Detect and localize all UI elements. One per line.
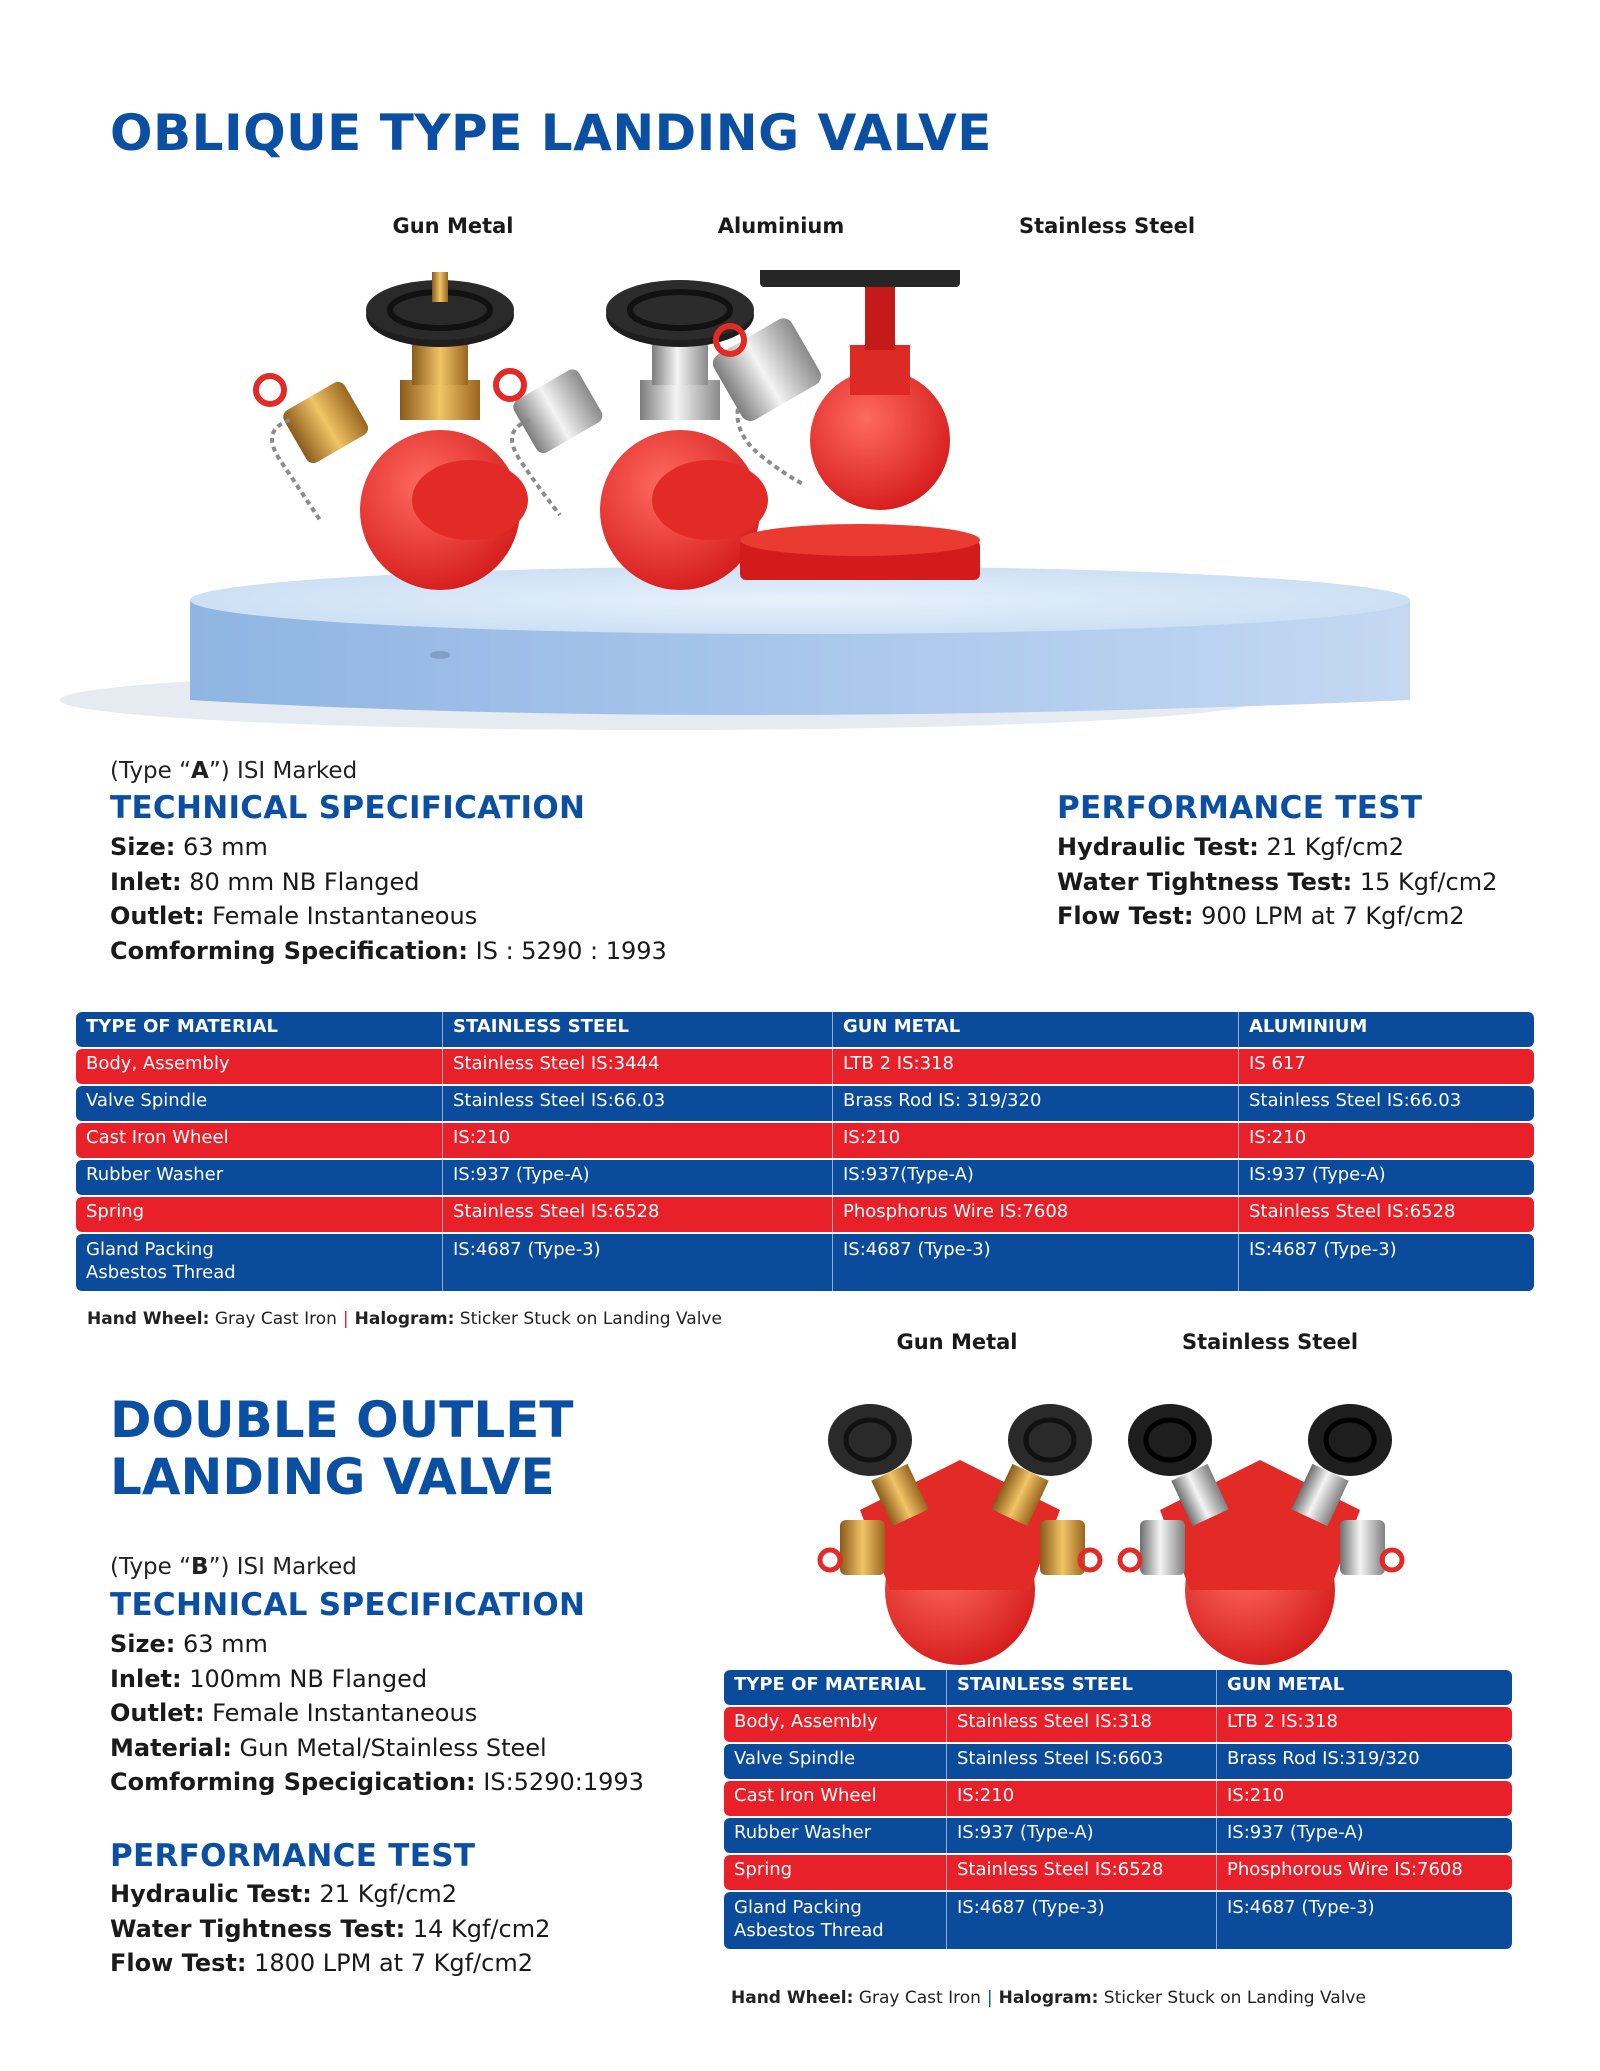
technical-specification-heading: TECHNICAL SPECIFICATION bbox=[110, 790, 586, 826]
table-cell: IS:4687 (Type-3) bbox=[946, 1892, 1216, 1949]
spec-size: Size: 63 mm bbox=[110, 833, 268, 861]
table-cell: Stainless Steel IS:6528 bbox=[1238, 1197, 1534, 1232]
table-cell: Cast Iron Wheel bbox=[724, 1781, 946, 1816]
table-cell: Spring bbox=[76, 1197, 442, 1232]
table-cell: Brass Rod IS:319/320 bbox=[1216, 1744, 1512, 1779]
table-cell: Stainless Steel IS:6603 bbox=[946, 1744, 1216, 1779]
table-cell: Gland Packing Asbestos Thread bbox=[724, 1892, 946, 1949]
spec-size: Size: 63 mm bbox=[110, 1630, 268, 1658]
technical-specification-list bbox=[110, 830, 667, 968]
table-cell: IS:937 (Type-A) bbox=[442, 1160, 832, 1195]
table-cell: IS:937(Type-A) bbox=[832, 1160, 1238, 1195]
perf-water-tightness: Water Tightness Test: 15 Kgf/cm2 bbox=[1057, 867, 1498, 896]
performance-test-list bbox=[1057, 830, 1497, 934]
table-header: ALUMINIUM bbox=[1238, 1012, 1534, 1047]
spec-conforming: Comforming Specigication: IS:5290:1993 bbox=[110, 1768, 644, 1796]
table-header: TYPE OF MATERIAL bbox=[724, 1670, 946, 1705]
table-cell: IS:4687 (Type-3) bbox=[832, 1234, 1238, 1291]
table-cell: Valve Spindle bbox=[76, 1086, 442, 1121]
table-cell: IS:4687 (Type-3) bbox=[1216, 1892, 1512, 1949]
technical-specification-list-2 bbox=[110, 1627, 644, 1800]
perf-hydraulic: Hydraulic Test: 21 Kgf/cm2 bbox=[110, 1880, 458, 1908]
product-label-gun-metal-double: Gun Metal bbox=[896, 1330, 1018, 1354]
table-cell: Brass Rod IS: 319/320 bbox=[832, 1086, 1238, 1121]
technical-specification-heading-2: TECHNICAL SPECIFICATION bbox=[110, 1587, 586, 1623]
table-header: GUN METAL bbox=[832, 1012, 1238, 1047]
perf-flow: Flow Test: 900 LPM at 7 Kgf/cm2 bbox=[1057, 902, 1465, 930]
table-cell: Stainless Steel IS:3444 bbox=[442, 1049, 832, 1084]
type-a-label: (Type “A”) ISI Marked bbox=[110, 758, 358, 784]
product-label-stainless-steel: Stainless Steel bbox=[1018, 214, 1196, 238]
table-cell: Stainless Steel IS:318 bbox=[946, 1707, 1216, 1742]
product-label-aluminium: Aluminium bbox=[717, 214, 845, 238]
table-cell: Stainless Steel IS:66.03 bbox=[1238, 1086, 1534, 1121]
table-cell: Rubber Washer bbox=[724, 1818, 946, 1853]
table-header-row bbox=[76, 1012, 1534, 1047]
table-row bbox=[76, 1160, 1534, 1195]
table-row bbox=[76, 1234, 1534, 1291]
table-cell: Cast Iron Wheel bbox=[76, 1123, 442, 1158]
table-cell: IS:4687 (Type-3) bbox=[442, 1234, 832, 1291]
double-outlet-valve-title: DOUBLE OUTLET LANDING VALVE bbox=[110, 1391, 574, 1506]
perf-water-tightness: Water Tightness Test: 14 Kgf/cm2 bbox=[110, 1914, 551, 1943]
table-cell: Stainless Steel IS:6528 bbox=[442, 1197, 832, 1232]
oblique-valves-photo bbox=[40, 270, 1440, 740]
table-row bbox=[724, 1855, 1512, 1890]
spec-outlet: Outlet: Female Instantaneous bbox=[110, 1699, 478, 1727]
performance-test-heading: PERFORMANCE TEST bbox=[1057, 790, 1423, 826]
table-row bbox=[76, 1086, 1534, 1121]
table-cell: Stainless Steel IS:66.03 bbox=[442, 1086, 832, 1121]
double-outlet-footnote: Hand Wheel: Gray Cast Iron | Halogram: Sticker Stuck on Landing Valve bbox=[731, 1988, 1366, 2008]
table-cell: IS:937 (Type-A) bbox=[1238, 1160, 1534, 1195]
table-row bbox=[724, 1892, 1512, 1949]
spec-outlet: Outlet: Female Instantaneous bbox=[110, 902, 478, 930]
oblique-footnote: Hand Wheel: Gray Cast Iron | Halogram: Sticker Stuck on Landing Valve bbox=[87, 1309, 722, 1329]
table-cell: Stainless Steel IS:6528 bbox=[946, 1855, 1216, 1890]
table-row bbox=[724, 1744, 1512, 1779]
oblique-valve-title: OBLIQUE TYPE LANDING VALVE bbox=[110, 104, 992, 162]
table-row bbox=[76, 1123, 1534, 1158]
table-cell: Body, Assembly bbox=[724, 1707, 946, 1742]
spec-conforming: Comforming Specification: IS : 5290 : 1993 bbox=[110, 936, 667, 965]
table-row bbox=[724, 1818, 1512, 1853]
table-cell: IS:210 bbox=[442, 1123, 832, 1158]
table-header: STAINLESS STEEL bbox=[946, 1670, 1216, 1705]
table-cell: Phosphorous Wire IS:7608 bbox=[1216, 1855, 1512, 1890]
table-cell: Spring bbox=[724, 1855, 946, 1890]
table-header: STAINLESS STEEL bbox=[442, 1012, 832, 1047]
double-outlet-valves-photo bbox=[800, 1370, 1420, 1670]
table-row bbox=[76, 1197, 1534, 1232]
product-label-gun-metal: Gun Metal bbox=[392, 214, 514, 238]
double-outlet-material-table bbox=[724, 1668, 1512, 1951]
table-row bbox=[724, 1781, 1512, 1816]
table-cell: IS 617 bbox=[1238, 1049, 1534, 1084]
perf-hydraulic: Hydraulic Test: 21 Kgf/cm2 bbox=[1057, 833, 1405, 861]
table-header: GUN METAL bbox=[1216, 1670, 1512, 1705]
table-cell: IS:937 (Type-A) bbox=[1216, 1818, 1512, 1853]
table-cell: LTB 2 IS:318 bbox=[1216, 1707, 1512, 1742]
table-cell: IS:4687 (Type-3) bbox=[1238, 1234, 1534, 1291]
table-header: TYPE OF MATERIAL bbox=[76, 1012, 442, 1047]
table-row bbox=[76, 1049, 1534, 1084]
oblique-material-table bbox=[76, 1010, 1534, 1293]
table-cell: Valve Spindle bbox=[724, 1744, 946, 1779]
performance-test-heading-2: PERFORMANCE TEST bbox=[110, 1838, 476, 1874]
spec-inlet: Inlet: 100mm NB Flanged bbox=[110, 1664, 428, 1693]
performance-test-list-2 bbox=[110, 1877, 550, 1981]
table-row bbox=[724, 1707, 1512, 1742]
table-cell: LTB 2 IS:318 bbox=[832, 1049, 1238, 1084]
table-cell: IS:210 bbox=[1238, 1123, 1534, 1158]
table-cell: Body, Assembly bbox=[76, 1049, 442, 1084]
table-cell: IS:210 bbox=[1216, 1781, 1512, 1816]
table-header-row bbox=[724, 1670, 1512, 1705]
spec-material: Material: Gun Metal/Stainless Steel bbox=[110, 1733, 547, 1762]
table-cell: Phosphorus Wire IS:7608 bbox=[832, 1197, 1238, 1232]
table-cell: IS:210 bbox=[946, 1781, 1216, 1816]
table-cell: Rubber Washer bbox=[76, 1160, 442, 1195]
table-cell: IS:210 bbox=[832, 1123, 1238, 1158]
table-cell: IS:937 (Type-A) bbox=[946, 1818, 1216, 1853]
product-label-stainless-steel-double: Stainless Steel bbox=[1181, 1330, 1359, 1354]
table-cell: Gland Packing Asbestos Thread bbox=[76, 1234, 442, 1291]
spec-inlet: Inlet: 80 mm NB Flanged bbox=[110, 867, 420, 896]
type-b-label: (Type “B”) ISI Marked bbox=[110, 1554, 357, 1580]
perf-flow: Flow Test: 1800 LPM at 7 Kgf/cm2 bbox=[110, 1949, 533, 1977]
